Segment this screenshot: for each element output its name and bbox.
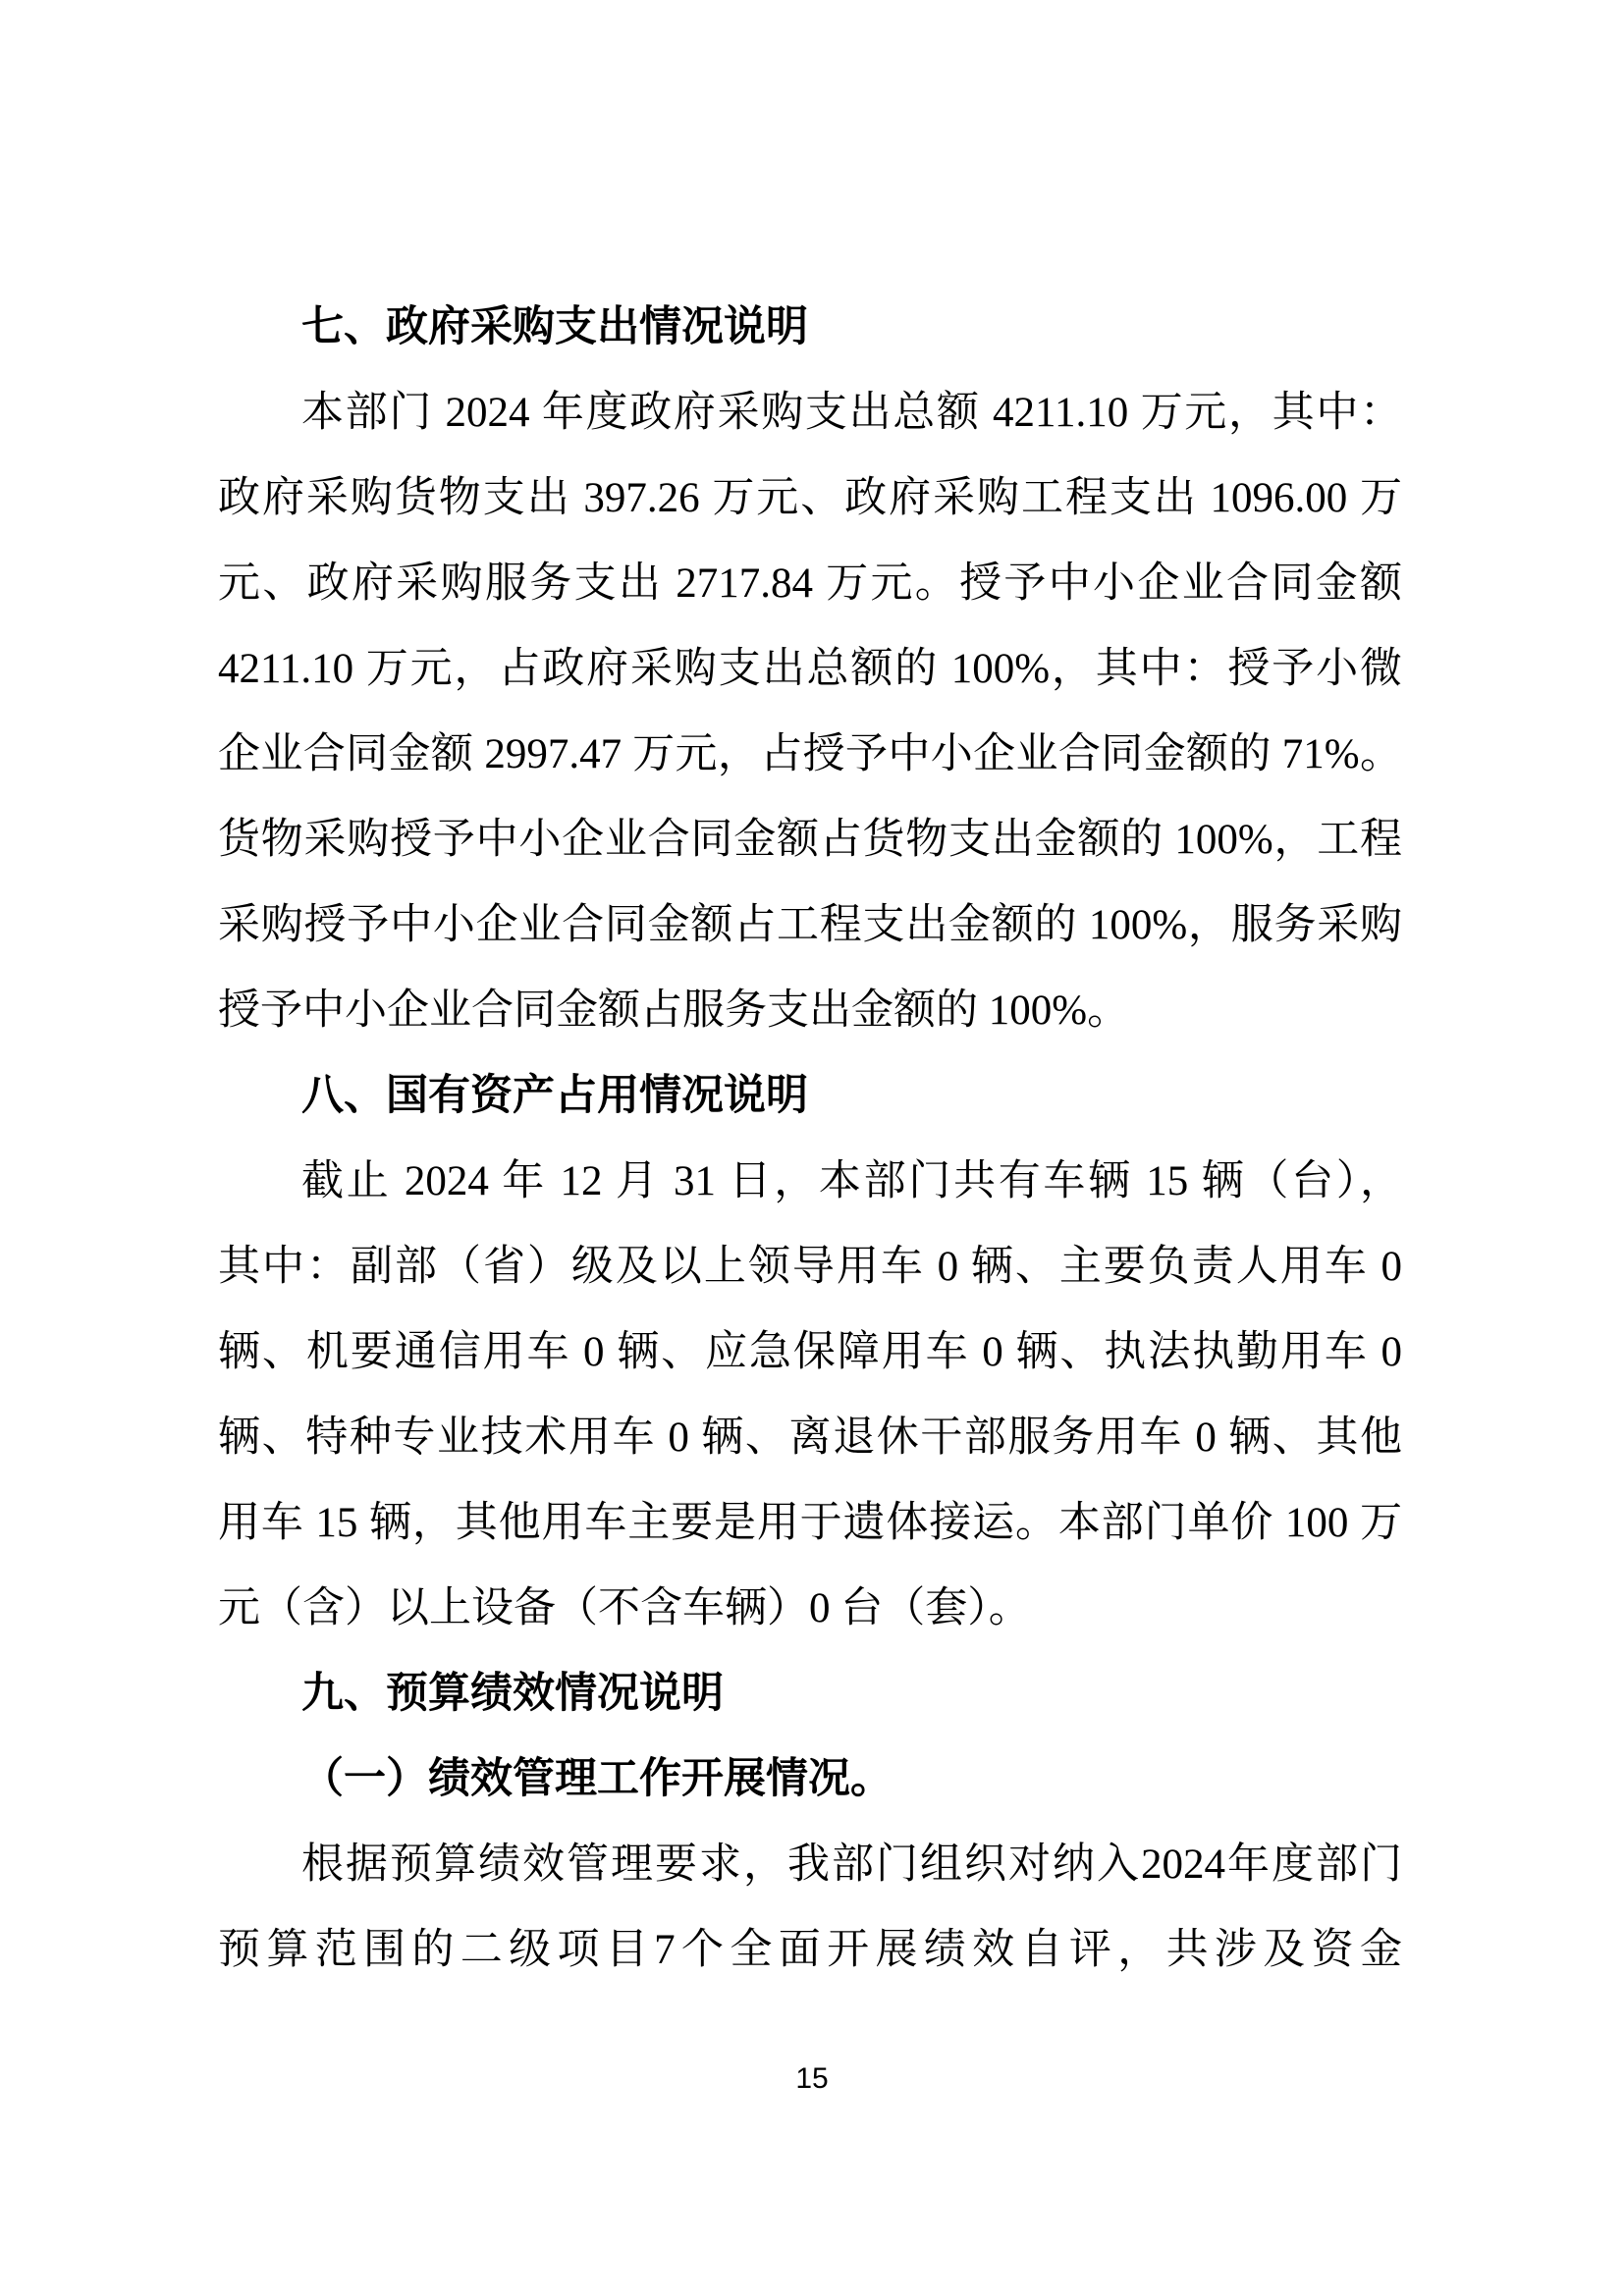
paragraph-line: 其中：副部（省）级及以上领导用车 0 辆、主要负责人用车 0: [218, 1244, 1402, 1290]
section-heading-7: 七、政府采购支出情况说明: [301, 303, 808, 350]
sub-heading-performance: （一）绩效管理工作开展情况。: [301, 1756, 893, 1802]
section-heading-9: 九、预算绩效情况说明: [301, 1670, 724, 1717]
paragraph-line: 货物采购授予中小企业合同金额占货物支出金额的 100%，工程: [218, 817, 1402, 863]
paragraph-line: 用车 15 辆，其他用车主要是用于遗体接运。本部门单价 100 万: [218, 1500, 1402, 1546]
paragraph-line: 元、政府采购服务支出 2717.84 万元。授予中小企业合同金额: [218, 561, 1402, 607]
paragraph-line: 授予中小企业合同金额占服务支出金额的 100%。: [218, 988, 1130, 1034]
paragraph-line: 本部门 2024 年度政府采购支出总额 4211.10 万元，其中：: [301, 390, 1402, 436]
section-heading-8: 八、国有资产占用情况说明: [301, 1072, 808, 1119]
paragraph-line: 辆、特种专业技术用车 0 辆、离退休干部服务用车 0 辆、其他: [218, 1415, 1402, 1461]
page-number: 15: [795, 2062, 829, 2095]
paragraph-line: 企业合同金额 2997.47 万元，占授予中小企业合同金额的 71%。: [218, 731, 1402, 777]
document-body: [218, 285, 1402, 1993]
paragraph-line: 根据预算绩效管理要求，我部门组织对纳入2024年度部门: [301, 1842, 1402, 1888]
paragraph-line: 截止 2024 年 12 月 31 日，本部门共有车辆 15 辆（台），: [301, 1158, 1402, 1204]
paragraph-line: 4211.10 万元，占政府采购支出总额的 100%，其中：授予小微: [218, 646, 1402, 692]
paragraph-line: 元（含）以上设备（不含车辆）0 台（套）。: [218, 1585, 1031, 1631]
paragraph-line: 采购授予中小企业合同金额占工程支出金额的 100%，服务采购: [218, 902, 1402, 948]
paragraph-line: 辆、机要通信用车 0 辆、应急保障用车 0 辆、执法执勤用车 0: [218, 1329, 1402, 1375]
paragraph-line: 政府采购货物支出 397.26 万元、政府采购工程支出 1096.00 万: [218, 475, 1402, 521]
paragraph-line: 预算范围的二级项目7个全面开展绩效自评，共涉及资金: [218, 1927, 1402, 1973]
